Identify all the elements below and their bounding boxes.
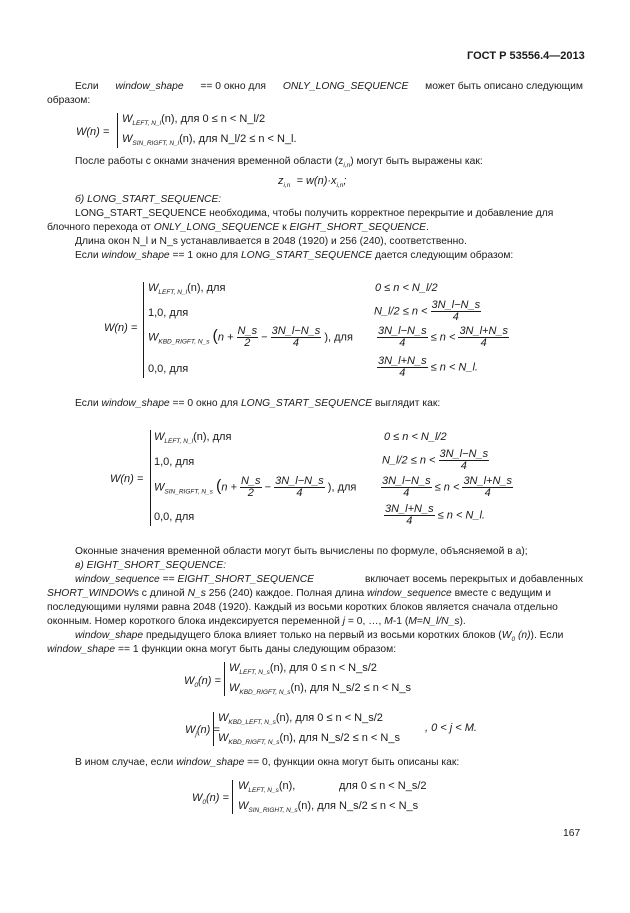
paragraph-3-line2: блочного перехода от ONLY_LONG_SEQUENCE к EIGHT_SHORT_SEQUENCE. bbox=[47, 222, 429, 233]
seq-only-long: ONLY_LONG_SEQUENCE bbox=[282, 81, 409, 92]
section-b-label: б) LONG_START_SEQUENCE: bbox=[75, 194, 222, 205]
eq3-row3: $W_{KBD\_RIGFT, N\_s}$ (n + $\frac{N\_s}{2}$ − $\frac{3N\_l-N\_s}{4}$ ), для bbox=[148, 325, 353, 349]
eq3-brace bbox=[143, 282, 144, 378]
var-window-shape: window_shape bbox=[115, 81, 184, 92]
eq1-brace bbox=[117, 113, 118, 148]
eq3-row1-cond: 0 ≤ n < N_l/2 bbox=[375, 282, 438, 294]
section-c-label: в) EIGHT_SHORT_SEQUENCE: bbox=[75, 560, 227, 571]
eq4-row4-cond: $\frac{3N\_l+N\_s}{4}$ ≤ n < N_l. bbox=[385, 503, 485, 527]
paragraph-4: Если window_shape == 0 окно для LONG_START_SEQUENCE выглядит как: bbox=[75, 398, 441, 409]
paragraph-1-line1 bbox=[75, 81, 583, 92]
paragraph-5-line6: оконным. Номер короткого блока индексируется переменной j = 0, …, M-1 (M=N_l/N_s). bbox=[47, 616, 466, 627]
eq4-row2-cond: N_l/2 ≤ n < $\frac{3N\_l-N\_s}{4}$ bbox=[382, 448, 489, 472]
eq4-row4: 0,0, для bbox=[154, 511, 195, 523]
paragraph-2: После работы с окнами значения временной области $(z_{i,n})$ могут быть выражены как: bbox=[75, 156, 483, 169]
eq3-row3-cond: $\frac{3N\_l-N\_s}{4}$ ≤ n < $\frac{3N\_l+N\_s}{4}$ bbox=[378, 325, 509, 349]
paragraph-1-line2: образом: bbox=[47, 95, 91, 106]
eq4-row3: $W_{SIN\_RIGFT, N\_s}$ (n + $\frac{N\_s}{2}$ − $\frac{3N\_l-N\_s}{4}$ ), для bbox=[154, 475, 357, 499]
paragraph-5-line4: SHORT_WINDOWs с длиной N_s 256 (240) каждое. Полная длина window_sequence вместе с ведущим и bbox=[47, 588, 552, 599]
eq5-lhs: $W_0(n)$ = bbox=[184, 675, 221, 689]
eq6-cond: , 0 < j < M. bbox=[425, 722, 477, 734]
eq2: $z_{i,n} = w(n)\cdot x_{i,n}$; bbox=[278, 175, 347, 189]
eq1-row1: $W_{LEFT, N\_l}(n)$, для 0 ≤ n < N_l/2 bbox=[122, 113, 266, 127]
eq4-row2: 1,0, для bbox=[154, 456, 195, 468]
paragraph-6: В ином случае, если window_shape == 0, функции окна могут быть описаны как: bbox=[75, 757, 460, 768]
eq3-row4-cond: $\frac{3N\_l+N\_s}{4}$ ≤ n < N_l. bbox=[378, 355, 478, 379]
eq4-lhs: W(n) = bbox=[110, 473, 144, 485]
eq7-brace bbox=[232, 780, 233, 814]
paragraph-5-line1: Оконные значения временной области могут быть вычислены по формуле, объясняемой в а); bbox=[75, 546, 528, 557]
eq5-brace bbox=[224, 662, 225, 696]
eq7-row1-cond: для 0 ≤ n < N_s/2 bbox=[339, 780, 427, 792]
eq6-brace bbox=[213, 712, 214, 746]
eq6-row1: $W_{KBD\_LEFT, N\_s}(n)$, для 0 ≤ n < N_s/2 bbox=[218, 712, 383, 726]
eq4-brace bbox=[150, 430, 151, 526]
paragraph-5-line3: window_sequence == EIGHT_SHORT_SEQUENCE включает восемь перекрытых и добавленных bbox=[75, 574, 583, 585]
eq4-row1-cond: 0 ≤ n < N_l/2 bbox=[384, 431, 447, 443]
eq3-row4: 0,0, для bbox=[148, 363, 189, 375]
paragraph-3-line4: Если window_shape == 1 окно для LONG_START_SEQUENCE дается следующим образом: bbox=[75, 250, 514, 261]
eq7-row2: $W_{SIN\_RIGHT, N\_s}(n)$, для N_s/2 ≤ n < N_s bbox=[238, 800, 419, 814]
paragraph-5-line8: window_shape == 1 функции окна могут быть даны следующим образом: bbox=[47, 644, 397, 655]
eq7-row1: $W_{LEFT, N\_s}(n)$, bbox=[238, 780, 296, 794]
text: == 0 окно для bbox=[200, 81, 266, 92]
eq7-lhs: $W_0(n)$ = bbox=[192, 792, 229, 806]
eq5-row1: $W_{LEFT, N\_s}(n)$, для 0 ≤ n < N_s/2 bbox=[229, 662, 377, 676]
eq1-lhs: W(n) = bbox=[76, 126, 110, 138]
eq6-lhs: $W_j(n)$ = bbox=[185, 724, 220, 738]
standard-header: ГОСТ Р 53556.4—2013 bbox=[467, 50, 585, 62]
paragraph-3-line3: Длина окон N_l и N_s устанавливается в 2048 (1920) и 256 (240), соответственно. bbox=[75, 236, 467, 247]
eq3-row2-cond: N_l/2 ≤ n < $\frac{3N\_l-N\_s}{4}$ bbox=[374, 299, 481, 323]
eq3-lhs: W(n) = bbox=[104, 322, 138, 334]
eq3-row1: $W_{LEFT, N\_l}(n)$, для bbox=[148, 282, 226, 296]
eq5-row2: $W_{KBD\_RIGFT, N\_s}(n)$, для N_s/2 ≤ n < N_s bbox=[229, 682, 411, 696]
eq4-row3-cond: $\frac{3N\_l-N\_s}{4}$ ≤ n < $\frac{3N\_l+N\_s}{4}$ bbox=[382, 475, 513, 499]
paragraph-5-line7: window_shape предыдущего блока влияет только на первый из восьми коротких блоков ($W_0$ (n)). Если bbox=[75, 630, 564, 643]
eq1-row2: $W_{SIN\_RIGFT, N\_l}(n)$, для N_l/2 ≤ n < N_l. bbox=[122, 133, 297, 147]
text: Если bbox=[75, 81, 99, 92]
eq3-row2: 1,0, для bbox=[148, 307, 189, 319]
eq6-row2: $W_{KBD\_RIGFT, N\_s}(n)$, для N_s/2 ≤ n < N_s bbox=[218, 732, 400, 746]
paragraph-3-line1: LONG_START_SEQUENCE необходима, чтобы получить корректное перекрытие и добавление для bbox=[75, 208, 554, 219]
paragraph-5-line5: последующими нулями равна 2048 (1920). Каждый из восьми коротких блоков является сначала отдельно bbox=[47, 602, 558, 613]
eq4-row1: $W_{LEFT, N\_l}(n)$, для bbox=[154, 431, 232, 445]
text: может быть описано следующим bbox=[425, 81, 583, 92]
page-number: 167 bbox=[563, 828, 581, 839]
